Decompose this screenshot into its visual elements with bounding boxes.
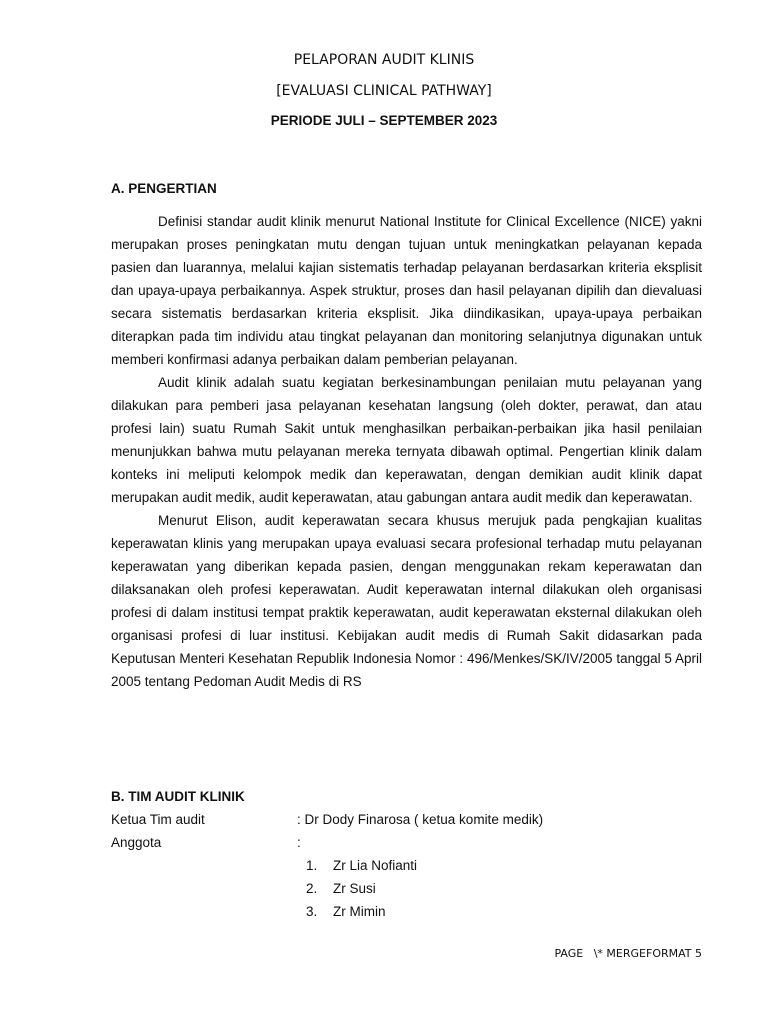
section-a-body xyxy=(111,210,702,693)
team-leader-label: Ketua Tim audit xyxy=(111,812,205,827)
list-number: 1. xyxy=(306,858,318,873)
document-subtitle: [EVALUASI CLINICAL PATHWAY] xyxy=(276,83,492,99)
page-footer-field: PAGE \* MERGEFORMAT 5 xyxy=(554,947,702,960)
list-item xyxy=(306,900,417,923)
report-period: PERIODE JULI – SEPTEMBER 2023 xyxy=(270,113,498,128)
member-name: Zr Susi xyxy=(333,881,376,896)
member-name: Zr Mimin xyxy=(333,904,386,919)
paragraph: Menurut Elison, audit keperawatan secara khusus merujuk pada pengkajian kualitas keperawatan klinis yang merupakan upaya evaluasi secara profesional terhadap mutu pelayanan keperawatan yang diberikan kepada pasien, dengan menggunakan rekam keperawatan dan dilaksanakan oleh profesi keperawatan. Audit keperawatan internal dilakukan oleh organisasi profesi di dalam institusi tempat praktik keperawatan, audit keperawatan eksternal dilakukan oleh organisasi profesi di luar institusi. Kebijakan audit medis di Rumah Sakit didasarkan pada Keputusan Menteri Kesehatan Republik Indonesia Nomor : 496/Menkes/SK/IV/2005 tanggal 5 April 2005 tentang Pedoman Audit Medis di RS xyxy=(111,513,702,689)
list-number: 2. xyxy=(306,881,318,896)
members-colon: : xyxy=(297,835,301,850)
list-item xyxy=(306,854,417,877)
members-list xyxy=(306,854,417,923)
paragraph: Definisi standar audit klinik menurut National Institute for Clinical Excellence (NICE) yakni merupakan proses peningkatan mutu dengan tujuan untuk meningkatkan pelayanan kepada pasien dan luarannya, melalui kajian sistematis terhadap pelayanan berdasarkan kriteria eksplisit dan upaya-upaya perbaikannya. Aspek struktur, proses dan hasil pelayanan dipilih dan dievaluasi secara sistematis berdasarkan kriteria eksplisit. Jika diindikasikan, upaya-upaya perbaikan diterapkan pada tim individu atau tingkat pelayanan dan monitoring selanjutnya digunakan untuk memberi konfirmasi adanya perbaikan dalam pemberian pelayanan. xyxy=(111,214,702,367)
document-title: PELAPORAN AUDIT KLINIS xyxy=(293,52,475,68)
section-b-heading: B. TIM AUDIT KLINIK xyxy=(111,789,245,804)
members-label: Anggota xyxy=(111,835,162,850)
section-a-heading: A. PENGERTIAN xyxy=(111,181,217,196)
paragraph: Audit klinik adalah suatu kegiatan berkesinambungan penilaian mutu pelayanan yang dilakukan para pemberi jasa pelayanan kesehatan langsung (oleh dokter, perawat, dan atau profesi lain) suatu Rumah Sakit untuk menghasilkan perbaikan-perbaikan jika hasil penilaian menunjukkan bahwa mutu pelayanan mereka ternyata dibawah optimal. Pengertian klinik dalam konteks ini meliputi kelompok medik dan keperawatan, dengan demikian audit klinik dapat merupakan audit medik, audit keperawatan, atau gabungan antara audit medik dan keperawatan. xyxy=(111,375,702,505)
list-item xyxy=(306,877,417,900)
team-leader-value: : Dr Dody Finarosa ( ketua komite medik) xyxy=(297,812,544,827)
list-number: 3. xyxy=(306,904,318,919)
member-name: Zr Lia Nofianti xyxy=(333,858,418,873)
